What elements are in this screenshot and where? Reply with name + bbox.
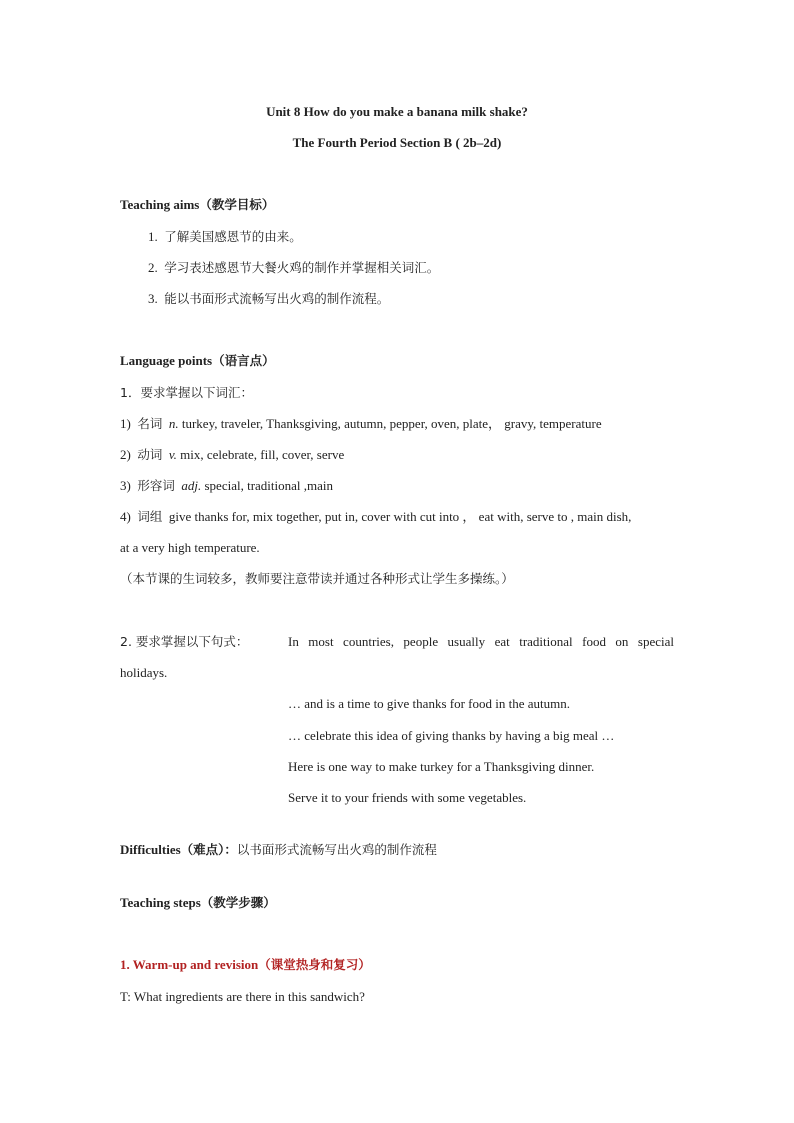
vocab-number: 2): [120, 447, 131, 462]
vocab-item: [120, 509, 631, 525]
aim-item: [148, 260, 439, 276]
difficulties-line: [120, 842, 437, 858]
teaching-steps-heading: [120, 895, 276, 911]
difficulties-text: 以书面形式流畅写出火鸡的制作流程: [236, 842, 437, 857]
vocab-number: 1): [120, 416, 131, 431]
vocab-item: [120, 478, 333, 494]
vocab-label: 词组: [137, 509, 163, 524]
step1-heading-en: 1. Warm-up and revision: [120, 957, 259, 972]
step1-heading: [120, 957, 371, 973]
vocab-continuation: at a very high temperature.: [120, 540, 260, 555]
vocab-item: [120, 416, 602, 432]
sentence-continuation: holidays.: [120, 665, 168, 680]
difficulties-heading-cn: （难点）：: [180, 842, 237, 857]
vocab-words: special, traditional ,main: [204, 478, 333, 493]
sentence-pattern: … and is a time to give thanks for food in the autumn.: [288, 696, 570, 711]
teaching-aims-heading-cn: （教学目标）: [199, 197, 275, 212]
sentence-pattern: Here is one way to make turkey for a Thanksgiving dinner.: [288, 759, 595, 774]
sentence-pattern: In most countries, people usually eat traditional food on special: [288, 634, 674, 649]
aim-number: 2.: [148, 260, 158, 275]
vocab-label: 形容词: [137, 478, 175, 493]
vocab-item: [120, 447, 344, 463]
document-subtitle: The Fourth Period Section B ( 2b–2d): [292, 135, 502, 150]
teacher-question: T: What ingredients are there in this sandwich?: [120, 989, 365, 1004]
language-points-heading-cn: （语言点）: [212, 353, 275, 368]
difficulties-heading-en: Difficulties: [120, 842, 181, 857]
aim-item: [148, 291, 389, 307]
vocab-words: turkey, traveler, Thanksgiving, autumn, pepper, oven, plate， gravy, temperature: [181, 416, 602, 431]
vocab-intro: 1．要求掌握以下词汇：: [120, 385, 253, 400]
vocab-pos: n.: [168, 416, 179, 431]
aim-number: 1.: [148, 229, 158, 244]
language-points-heading-en: Language points: [120, 353, 213, 368]
vocab-number: 4): [120, 509, 131, 524]
vocab-label: 名词: [137, 416, 163, 431]
vocab-number: 3): [120, 478, 131, 493]
teaching-steps-heading-en: Teaching steps: [120, 895, 201, 910]
sentence-intro: 2. 要求掌握以下句式：: [120, 634, 249, 649]
teaching-aims-heading-en: Teaching aims: [120, 197, 200, 212]
vocab-words: give thanks for, mix together, put in, cover with cut into ， eat with, serve to , main dish,: [168, 509, 632, 524]
vocab-pos: v.: [168, 447, 177, 462]
vocab-label: 动词: [137, 447, 163, 462]
aim-text: 学习表述感恩节大餐火鸡的制作并掌握相关词汇。: [164, 260, 440, 275]
aim-text: 能以书面形式流畅写出火鸡的制作流程。: [164, 291, 390, 306]
aim-item: [148, 229, 302, 245]
aim-text: 了解美国感恩节的由来。: [164, 229, 302, 244]
vocab-words: mix, celebrate, fill, cover, serve: [180, 447, 345, 462]
teaching-aims-heading: [120, 197, 274, 213]
teacher-note: （本节课的生词较多，教师要注意带读并通过各种形式让学生多操练。）: [120, 571, 514, 586]
step1-heading-cn: （课堂热身和复习）: [258, 957, 371, 972]
sentence-pattern: Serve it to your friends with some vegetables.: [288, 790, 527, 805]
sentence-pattern: … celebrate this idea of giving thanks by having a big meal …: [288, 728, 615, 743]
vocab-pos: adj.: [181, 478, 202, 493]
document-title: Unit 8 How do you make a banana milk shake?: [266, 104, 528, 119]
aim-number: 3.: [148, 291, 158, 306]
teaching-steps-heading-cn: （教学步骤）: [200, 895, 276, 910]
language-points-heading: [120, 353, 275, 369]
